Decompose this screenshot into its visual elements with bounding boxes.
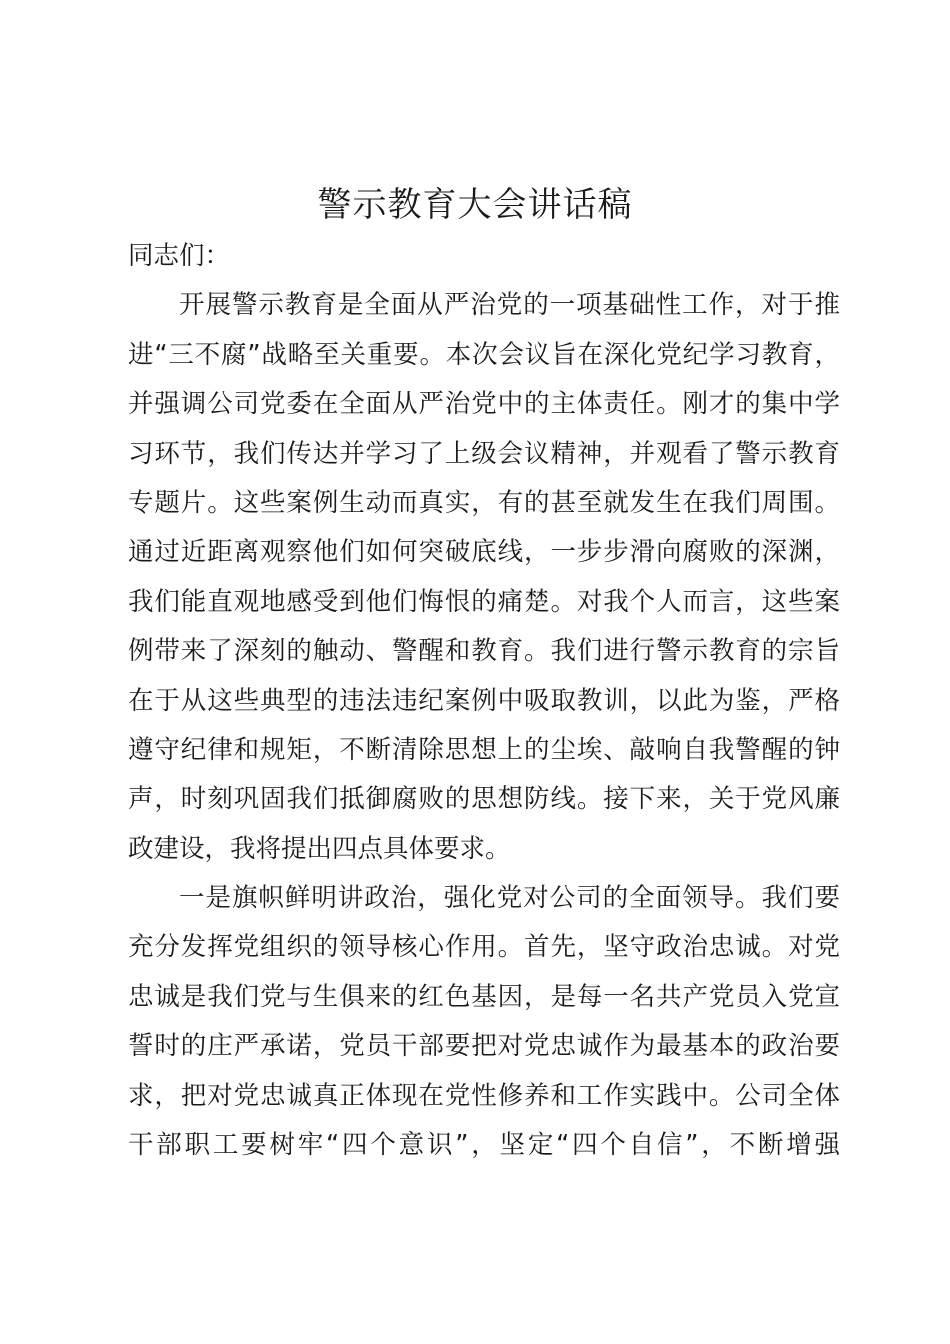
paragraph-2-line-2: 充分发挥党组织的领导核心作用。首先，坚守政治忠诚。对党: [128, 932, 840, 963]
document-title: 警示教育大会讲话稿: [317, 185, 633, 225]
document-body: [128, 232, 840, 1170]
paragraph-1-line-4: 习环节，我们传达并学习了上级会议精神，并观看了警示教育: [128, 438, 840, 469]
paragraph-1-line-7: 我们能直观地感受到他们悔恨的痛楚。对我个人而言，这些案: [128, 586, 840, 617]
paragraph-1-line-3: 并强调公司党委在全面从严治党中的主体责任。刚才的集中学: [128, 389, 840, 420]
paragraph-2-line-4: 誓时的庄严承诺，党员干部要把对党忠诚作为最基本的政治要: [128, 1031, 840, 1062]
paragraph-1-line-5: 专题片。这些案例生动而真实，有的甚至就发生在我们周围。: [128, 487, 840, 518]
paragraph-1-line-12: 政建设，我将提出四点具体要求。: [128, 833, 511, 864]
paragraph-1-line-6: 通过近距离观察他们如何突破底线，一步步滑向腐败的深渊，: [128, 537, 840, 568]
paragraph-1-line-11: 声，时刻巩固我们抵御腐败的思想防线。接下来，关于党风廉: [128, 784, 840, 815]
paragraph-2-line-6: 干部职工要树牢“四个意识”，坚定“四个自信”，不断增强: [128, 1130, 840, 1161]
paragraph-2-line-1: 一是旗帜鲜明讲政治，强化党对公司的全面领导。我们要: [179, 883, 840, 914]
paragraph-2-line-3: 忠诚是我们党与生俱来的红色基因，是每一名共产党员入党宣: [128, 981, 840, 1012]
paragraph-2-line-5: 求，把对党忠诚真正体现在党性修养和工作实践中。公司全体: [128, 1080, 840, 1111]
paragraph-1-line-8: 例带来了深刻的触动、警醒和教育。我们进行警示教育的宗旨: [128, 636, 840, 667]
paragraph-1-line-9: 在于从这些典型的违法违纪案例中吸取教训，以此为鉴，严格: [128, 685, 840, 716]
salutation: 同志们：: [128, 241, 231, 271]
paragraph-1-line-1: 开展警示教育是全面从严治党的一项基础性工作，对于推: [179, 290, 840, 321]
paragraph-1-line-10: 遵守纪律和规矩，不断清除思想上的尘埃、敲响自我警醒的钟: [128, 734, 840, 765]
paragraph-1-line-2: 进“三不腐”战略至关重要。本次会议旨在深化党纪学习教育，: [128, 339, 840, 370]
